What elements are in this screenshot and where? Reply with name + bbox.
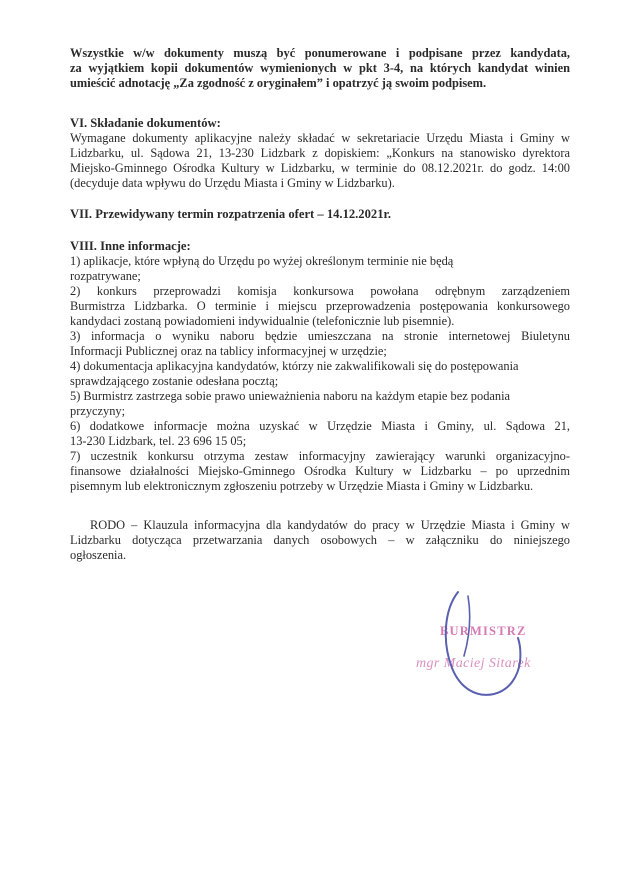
info-line: kandydaci zostaną powiadomieni indywidualnie (telefonicznie lub pisemnie). xyxy=(70,314,455,328)
info-line: pisemnym lub elektronicznym zgłoszeniu potrzeby w Urzędzie Miasta i Gminy w Lidzbarku. xyxy=(70,479,534,493)
info-line: rozpatrywane; xyxy=(70,269,141,283)
info-line: sprawdzającego zostanie odesłana pocztą; xyxy=(70,374,279,388)
info-line: przyczyny; xyxy=(70,404,126,418)
stamp-title: BURMISTRZ xyxy=(440,624,527,638)
section-vi-line: Lidzbarku, ul. Sądowa 21, 13-230 Lidzbark z dopiskiem: „Konkurs na stanowisko dyrektora xyxy=(70,146,570,160)
info-line: Burmistrza Lidzbarka. O terminie i miejscu przeprowadzenia postępowania konkursowego xyxy=(70,299,570,313)
intro-line: Wszystkie w/w dokumenty muszą być ponumerowane i podpisane przez kandydata, xyxy=(70,46,570,60)
section-vii xyxy=(70,206,570,222)
rodo-line: RODO – Klauzula informacyjna dla kandydatów do pracy w Urzędzie Miasta i Gminy w xyxy=(90,518,570,532)
handwritten-signature xyxy=(438,590,528,720)
info-line: 2) konkurs przeprowadzi komisja konkursowa powołana odrębnym zarządzeniem xyxy=(70,284,570,298)
info-line: 7) uczestnik konkursu otrzyma zestaw informacyjny zawierający warunki organizacyjno- xyxy=(70,449,570,463)
section-vi-line: (decyduje data wpływu do Urzędu Miasta i Gminy w Lidzbarku). xyxy=(70,176,395,190)
info-line: Informacji Publicznej oraz na tablicy informacyjnej w urzędzie; xyxy=(70,344,387,358)
info-line: 1) aplikacje, które wpłyną do Urzędu po wyżej określonym terminie nie będą xyxy=(70,254,454,268)
section-vi xyxy=(70,115,570,191)
info-line: 4) dokumentacja aplikacyjna kandydatów, którzy nie zakwalifikowali się do postępowania xyxy=(70,359,519,373)
info-line: 6) dodatkowe informacje można uzyskać w Urzędzie Miasta i Gminy, ul. Sądowa 21, xyxy=(70,419,570,433)
section-vi-line: Wymagane dokumenty aplikacyjne należy składać w sekretariacie Urzędu Miasta i Gminy w xyxy=(70,131,570,145)
signature-tail xyxy=(464,596,470,656)
section-vii-heading: VII. Przewidywany termin rozpatrzenia ofert – 14.12.2021r. xyxy=(70,207,392,221)
intro-line: umieścić adnotację „Za zgodność z oryginałem” i opatrzyć ją swoim podpisem. xyxy=(70,76,487,90)
info-line: finansowe działalności Miejsko-Gminnego Ośrodka Kultury w Lidzbarku – po uprzednim xyxy=(70,464,570,478)
intro-line: za wyjątkiem kopii dokumentów wymienionych w pkt 3-4, na których kandydat winien xyxy=(70,61,570,75)
info-line: 13-230 Lidzbark, tel. 23 696 15 05; xyxy=(70,434,247,448)
intro-paragraph xyxy=(70,46,570,91)
info-line: 3) informacja o wyniku naboru będzie umieszczana na stronie internetowej Biuletynu xyxy=(70,329,570,343)
rodo-line: Lidzbarku dotycząca przetwarzania danych osobowych – w załączniku do niniejszego xyxy=(70,533,570,547)
info-line: 5) Burmistrz zastrzega sobie prawo unieważnienia naboru na każdym etapie bez podania xyxy=(70,389,511,403)
section-vi-heading: VI. Składanie dokumentów: xyxy=(70,116,221,130)
section-vi-line: Miejsko-Gminnego Ośrodka Kultury w Lidzbarku, w terminie do 08.12.2021r. do godz. 14:00 xyxy=(70,161,570,175)
signature-stroke xyxy=(446,592,521,695)
rodo-line: ogłoszenia. xyxy=(70,548,127,562)
stamp-name: mgr Maciej Sitarek xyxy=(416,656,531,671)
rodo-paragraph xyxy=(70,518,570,563)
section-viii xyxy=(70,238,570,494)
section-viii-heading: VIII. Inne informacje: xyxy=(70,239,191,253)
